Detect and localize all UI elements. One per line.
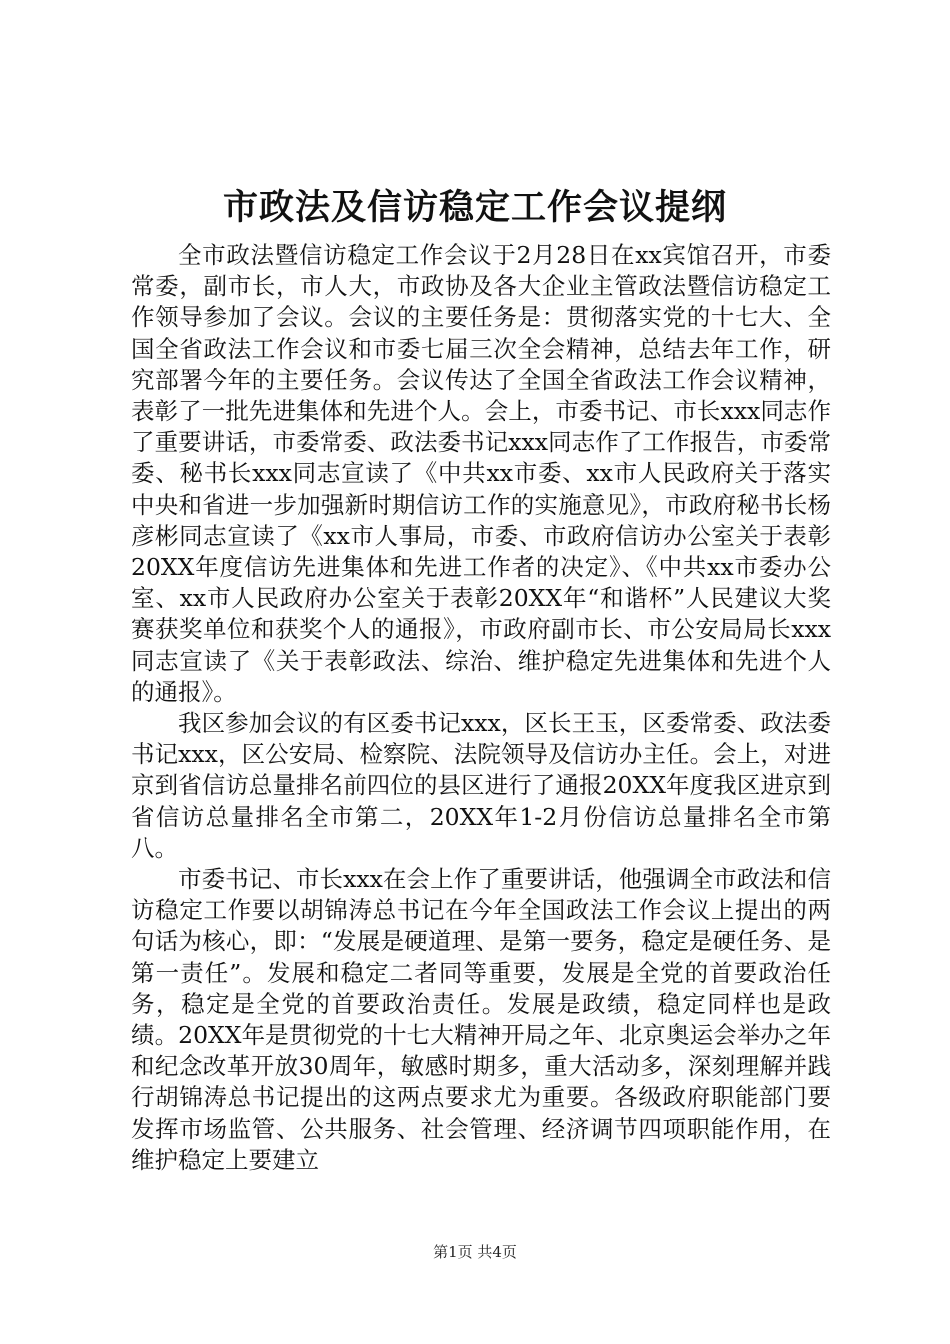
- document-title: 市政法及信访稳定工作会议提纲: [222, 187, 727, 228]
- page-number-footer: 第1页 共4页: [433, 1243, 517, 1261]
- document-body: [131, 240, 831, 1176]
- paragraph: 我区参加会议的有区委书记xxx，区长王玉，区委常委、政法委书记xxx，区公安局、检察院、法院领导及信访办主任。会上，对进京到省信访总量排名前四位的县区进行了通报20XX年度我区进京到省信访总量排名全市第二，20XX年1-2月份信访总量排名全市第八。: [131, 709, 831, 862]
- paragraph: 全市政法暨信访稳定工作会议于2月28日在xx宾馆召开，市委常委，副市长，市人大，市政协及各大企业主管政法暨信访稳定工作领导参加了会议。会议的主要任务是：贯彻落实党的十七大、全国全省政法工作会议和市委七届三次全会精神，总结去年工作，研究部署今年的主要任务。会议传达了全国全省政法工作会议精神，表彰了一批先进集体和先进个人。会上，市委书记、市长xxx同志作了重要讲话，市委常委、政法委书记xxx同志作了工作报告，市委常委、秘书长xxx同志宣读了《中共xx市委、xx市人民政府关于落实中央和省进一步加强新时期信访工作的实施意见》，市政府秘书长杨彦彬同志宣读了《xx市人事局，市委、市政府信访办公室关于表彰20XX年度信访先进集体和先进工作者的决定》、《中共xx市委办公室、xx市人民政府办公室关于表彰20XX年“和谐杯”人民建议大奖赛获奖单位和获奖个人的通报》，市政府副市长、市公安局局长xxx同志宣读了《关于表彰政法、综治、维护稳定先进集体和先进个人的通报》。: [131, 241, 831, 706]
- paragraph: 市委书记、市长xxx在会上作了重要讲话，他强调全市政法和信访稳定工作要以胡锦涛总书记在今年全国政法工作会议上提出的两句话为核心，即：“发展是硬道理、是第一要务，稳定是硬任务、是第一责任”。发展和稳定二者同等重要，发展是全党的首要政治任务，稳定是全党的首要政治责任。发展是政绩，稳定同样也是政绩。20XX年是贯彻党的十七大精神开局之年、北京奥运会举办之年和纪念改革开放30周年，敏感时期多，重大活动多，深刻理解并践行胡锦涛总书记提出的这两点要求尤为重要。各级政府职能部门要发挥市场监管、公共服务、社会管理、经济调节四项职能作用，在维护稳定上要建立: [131, 865, 831, 1174]
